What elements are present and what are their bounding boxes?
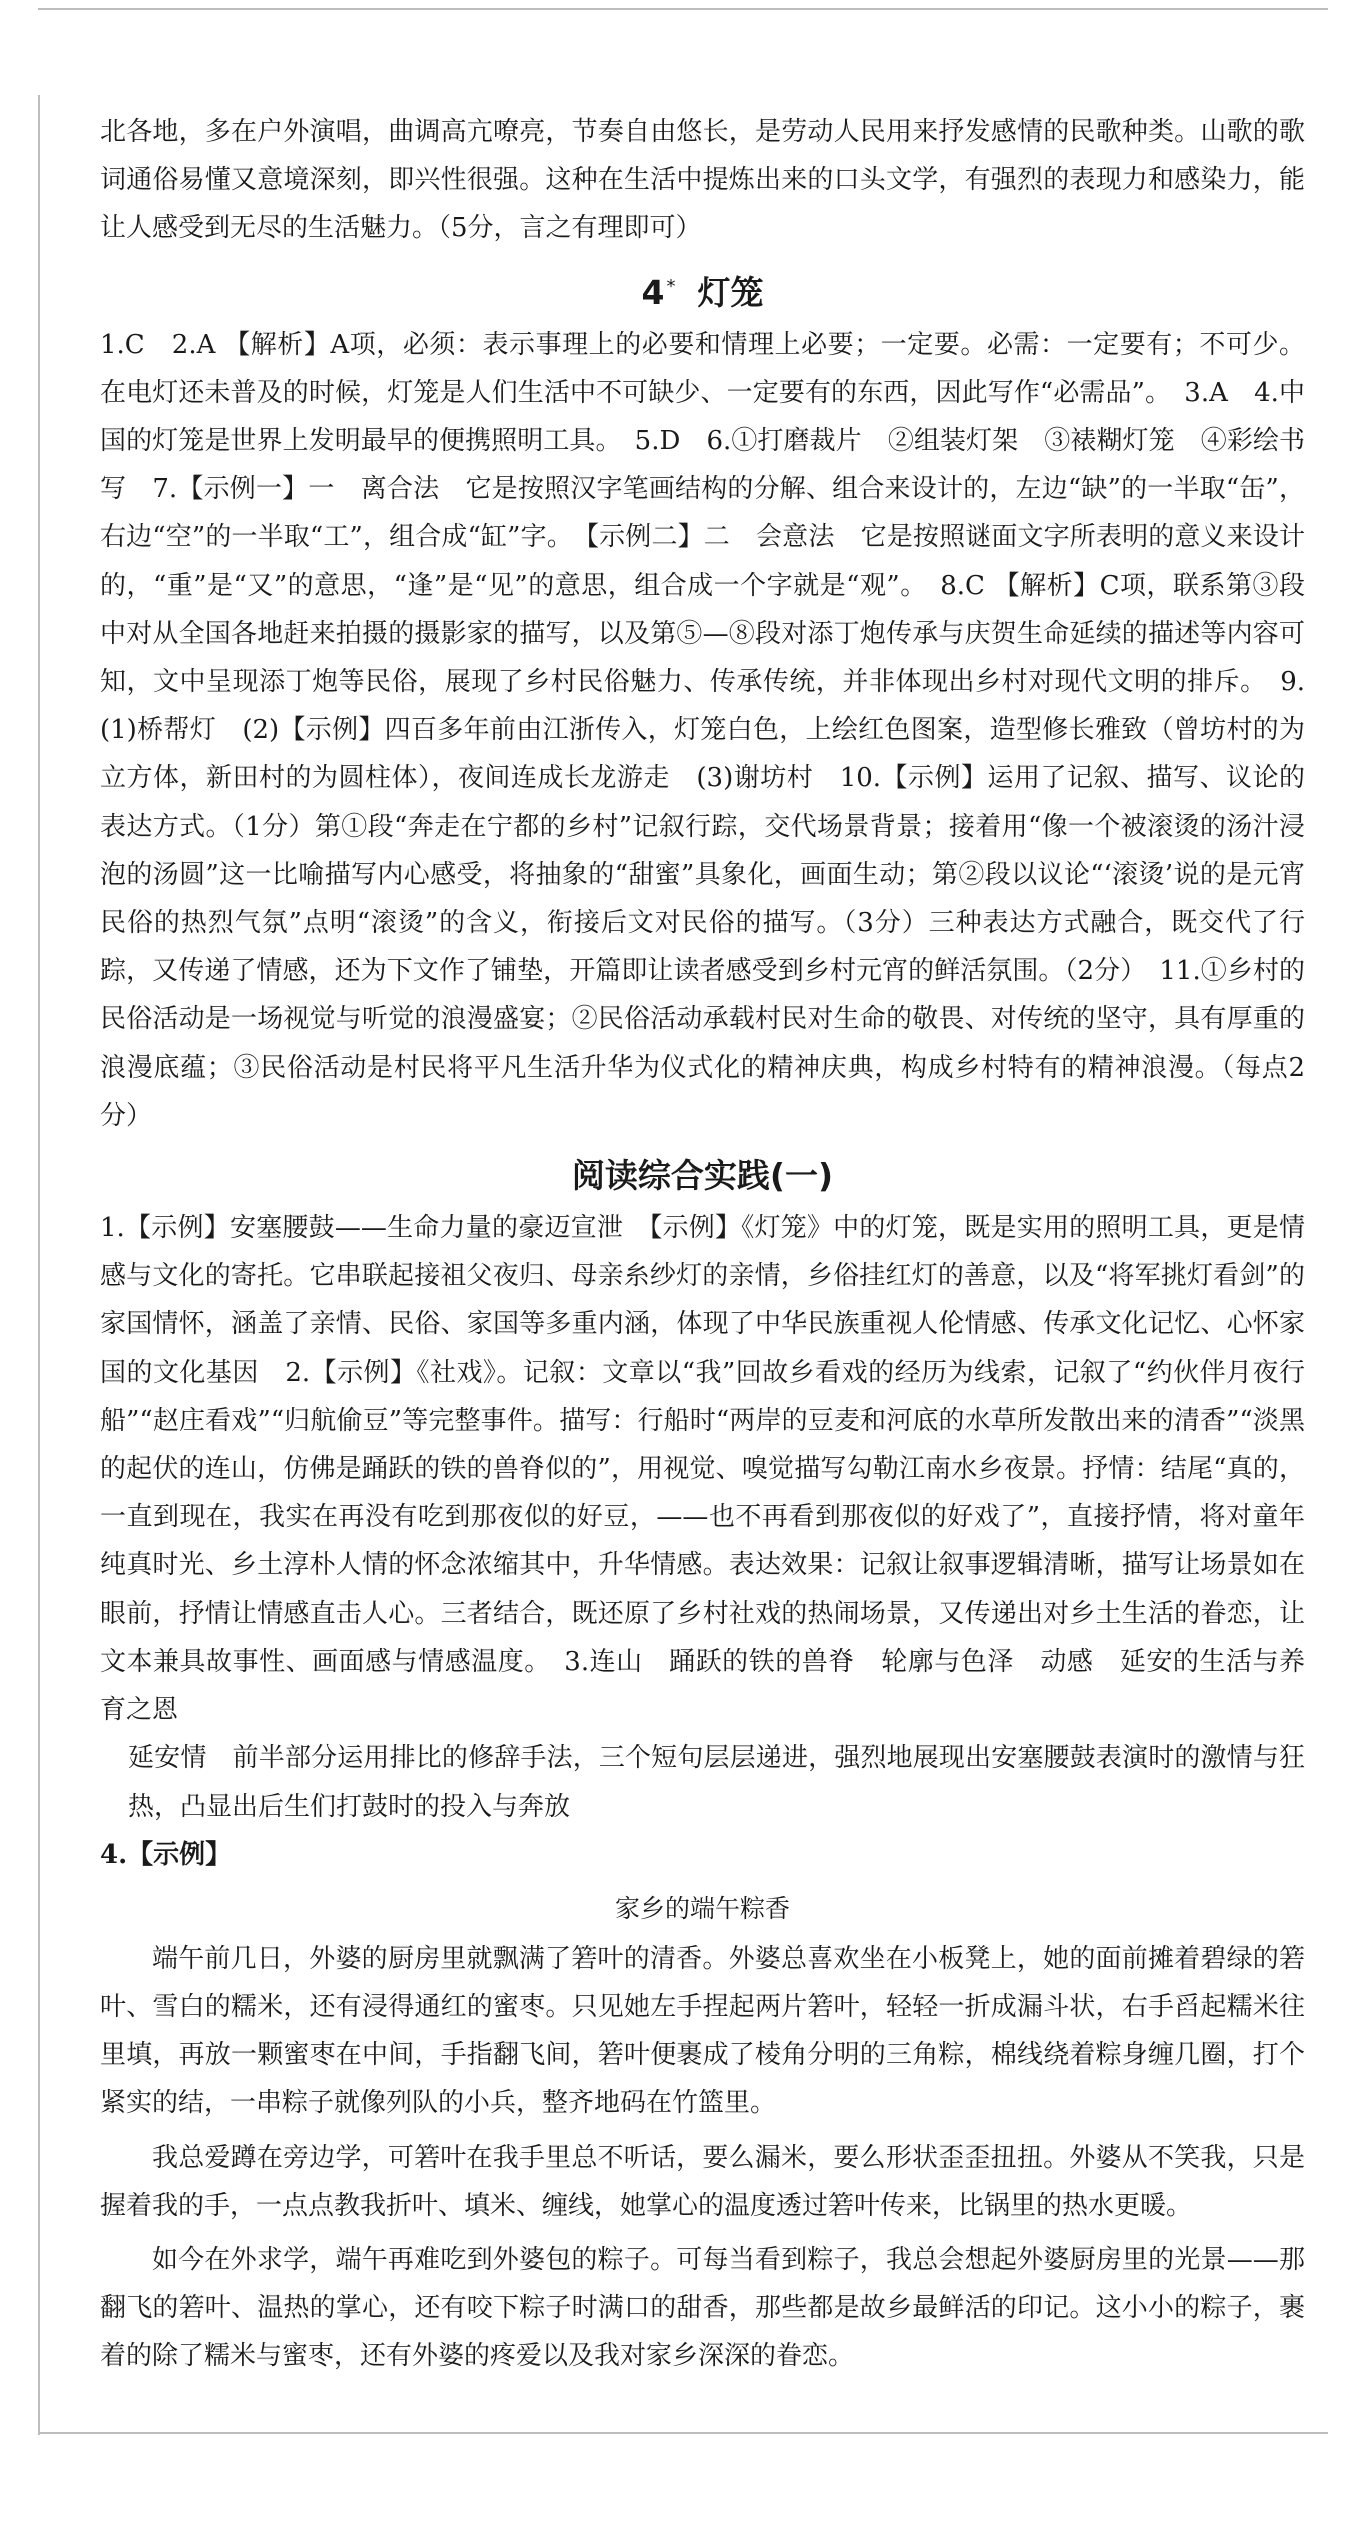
essay-paragraph: 如今在外求学，端午再难吃到外婆包的粽子。可每当看到粽子，我总会想起外婆厨房里的光景——那翻飞的箬叶、温热的掌心，还有咬下粽子时满口的甜香，那些都是故乡最鲜活的印记。这小小的粽子，裹着的除了糯米与蜜枣，还有外婆的疼爱以及我对家乡深深的眷恋。 (100, 2244, 1305, 2372)
optional-mark: * (666, 275, 676, 297)
essay-title: 家乡的端午粽香 (614, 1893, 790, 1923)
lesson-title: 灯笼 (697, 272, 764, 312)
left-margin-line (38, 95, 40, 2435)
reading-practice-heading: 阅读综合实践(一) (571, 1156, 834, 1196)
bottom-border (38, 2432, 1328, 2434)
reading-answers-continued: 延安情 前半部分运用排比的修辞手法，三个短句层层递进，强烈地展现出安塞腰鼓表演时的激情与狂热，凸显出后生们打鼓时的投入与奔放 (128, 1743, 1305, 1822)
question-4-label: 4.【示例】 (100, 1839, 232, 1870)
intro-paragraph: 北各地，多在户外演唱，曲调高亢嘹亮，节奏自由悠长，是劳动人民用来抒发感情的民歌种类。山歌的歌词通俗易懂又意境深刻，即兴性很强。这种在生活中提炼出来的口头文学，有强烈的表现力和感染力，能让人感受到无尽的生活魅力。（5分，言之有理即可） (100, 117, 1305, 244)
lesson-number: 4 (641, 272, 665, 312)
essay-paragraph: 我总爱蹲在旁边学，可箬叶在我手里总不听话，要么漏米，要么形状歪歪扭扭。外婆从不笑我，只是握着我的手，一点点教我折叶、填米、缠线，她掌心的温度透过箬叶传来，比锅里的热水更暖。 (100, 2142, 1305, 2221)
lesson-4-heading (100, 259, 1305, 321)
reading-answers: 1.【示例】安塞腰鼓——生命力量的豪迈宣泄 【示例】《灯笼》中的灯笼，既是实用的照明工具，更是情感与文化的寄托。它串联起接祖父夜归、母亲糸纱灯的亲情，乡俗挂红灯的善意，以及“将军挑灯看剑”的家国情怀，涵盖了亲情、民俗、家国等多重内涵，体现了中华民族重视人伦情感、传承文化记忆、心怀家国的文化基因 2.【示例】《社戏》。记叙：文章以“我”回故乡看戏的经历为线索，记叙了“约伙伴月夜行船”“赵庄看戏”“归航偷豆”等完整事件。描写：行船时“两岸的豆麦和河底的水草所发散出来的清香”“淡黑的起伏的连山，仿佛是踊跃的铁的兽脊似的”，用视觉、嗅觉描写勾勒江南水乡夜景。抒情：结尾“真的，一直到现在，我实在再没有吃到那夜似的好豆，——也不再看到那夜似的好戏了”，直接抒情，将对童年纯真时光、乡土淳朴人情的怀念浓缩其中，升华情感。表达效果：记叙让叙事逻辑清晰，描写让场景如在眼前，抒情让情感直击人心。三者结合，既还原了乡村社戏的热闹场景，又传递出对乡土生活的眷恋，让文本兼具故事性、画面感与情感温度。 3.连山 踊跃的铁的兽脊 轮廓与色泽 动感 延安的生活与养育之恩 (100, 1213, 1305, 1726)
top-border (38, 0, 1328, 10)
essay-paragraph: 端午前几日，外婆的厨房里就飘满了箬叶的清香。外婆总喜欢坐在小板凳上，她的面前摊着碧绿的箬叶、雪白的糯米，还有浸得通红的蜜枣。只见她左手捏起两片箬叶，轻轻一折成漏斗状，右手舀起糯米往里填，再放一颗蜜枣在中间，手指翻飞间，箬叶便裹成了棱角分明的三角粽，棉线绕着粽身缠几圈，打个紧实的结，一串粽子就像列队的小兵，整齐地码在竹篮里。 (100, 1943, 1305, 2119)
lesson-4-answers: 1.C 2.A 【解析】A项，必须：表示事理上的必要和情理上必要；一定要。必需：一定要有；不可少。在电灯还未普及的时候，灯笼是人们生活中不可缺少、一定要有的东西，因此写作“必需品”。 3.A 4.中国的灯笼是世界上发明最早的便携照明工具。 5.D 6.①打磨裁片 ②组装灯架 ③裱糊灯笼 ④彩绘书写 7.【示例一】一 离合法 它是按照汉字笔画结构的分解、组合来设计的，左边“缺”的一半取“缶”，右边“空”的一半取“工”，组合成“缸”字。 【示例二】二 会意法 它是按照谜面文字所表明的意义来设计的，“重”是“又”的意思，“逢”是“见”的意思，组合成一个字就是“观”。 8.C 【解析】C项，联系第③段中对从全国各地赶来拍摄的摄影家的描写，以及第⑤—⑧段对添丁炮传承与庆贺生命延续的描述等内容可知，文中呈现添丁炮等民俗，展现了乡村民俗魅力、传承传统，并非体现出乡村对现代文明的排斥。 9.(1)桥帮灯 (2)【示例】四百多年前由江浙传入，灯笼白色，上绘红色图案，造型修长雅致（曾坊村的为立方体，新田村的为圆柱体），夜间连成长龙游走 (3)谢坊村 10.【示例】运用了记叙、描写、议论的表达方式。（1分）第①段“奔走在宁都的乡村”记叙行踪，交代场景背景；接着用“像一个被滚烫的汤汁浸泡的汤圆”这一比喻描写内心感受，将抽象的“甜蜜”具象化，画面生动；第②段以议论“‘滚烫’说的是元宵民俗的热烈气氛”点明“滚烫”的含义，衔接后文对民俗的描写。（3分）三种表达方式融合，既交代了行踪，又传递了情感，还为下文作了铺垫，开篇即让读者感受到乡村元宵的鲜活氛围。（2分） 11.①乡村的民俗活动是一场视觉与听觉的浪漫盛宴；②民俗活动承载村民对生命的敬畏、对传统的坚守，具有厚重的浪漫底蕴；③民俗活动是村民将平凡生活升华为仪式化的精神庆典，构成乡村特有的精神浪漫。（每点2分） (100, 329, 1305, 1131)
answer-content (100, 108, 1305, 2381)
